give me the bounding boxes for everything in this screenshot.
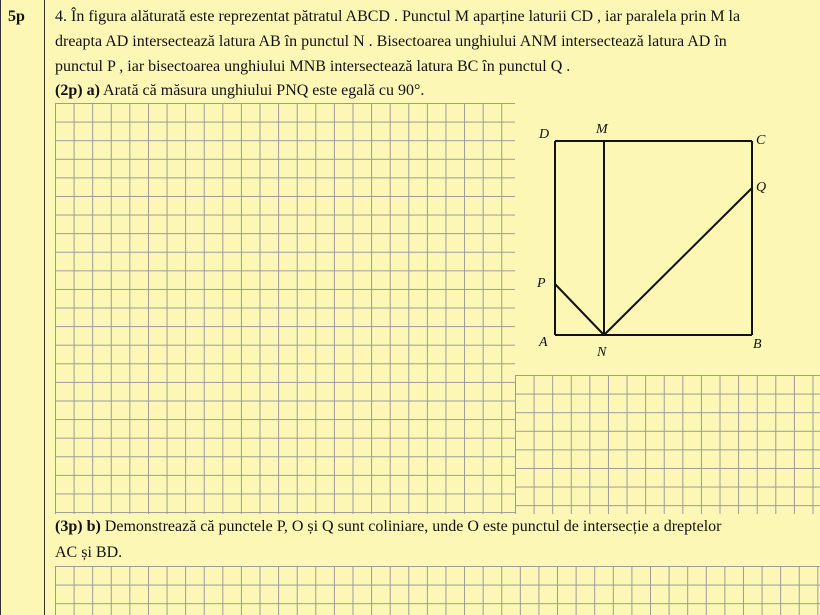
column-divider <box>44 0 45 615</box>
label-q: Q <box>756 180 767 195</box>
part-a-points: (2p) <box>55 82 83 99</box>
answer-grid-a-left[interactable] <box>55 103 515 514</box>
problem-line-3: punctul P , iar bisectoarea unghiului MNB intersectează latura BC în punctul Q . <box>55 58 571 75</box>
geometry-figure <box>515 103 820 375</box>
label-p: P <box>537 276 546 291</box>
part-b-points: (3p) <box>55 518 83 535</box>
part-b-statement-line-2: AC și BD. <box>55 544 123 561</box>
label-a: A <box>539 335 548 350</box>
label-d: D <box>539 127 550 142</box>
label-b: B <box>753 337 762 352</box>
answer-grid-b[interactable] <box>55 566 820 615</box>
label-c: C <box>756 133 766 148</box>
part-b-label: b) <box>86 518 101 535</box>
left-border <box>0 0 1 615</box>
part-a-text: Arată că măsura unghiului PNQ este egală cu 90°. <box>103 82 425 99</box>
label-m: M <box>596 122 608 137</box>
part-b-text-1: Demonstrează că punctele P, O și Q sunt coliniare, unde O este punctul de intersecție a dreptelor <box>104 518 722 535</box>
label-n: N <box>597 345 607 360</box>
answer-grid-a-bottom[interactable] <box>515 375 820 514</box>
part-a-label: a) <box>86 82 100 99</box>
part-a-statement <box>55 80 424 102</box>
part-b-statement-line-1 <box>55 516 721 538</box>
problem-line-1: 4. În figura alăturată este reprezentat pătratul ABCD . Punctul M aparține laturii CD , iar paralela prin M la <box>55 8 741 25</box>
problem-score: 5p <box>8 8 25 25</box>
problem-line-2: dreapta AD intersectează latura AB în punctul N . Bisectoarea unghiului ANM intersectează latura AD în <box>55 33 727 50</box>
